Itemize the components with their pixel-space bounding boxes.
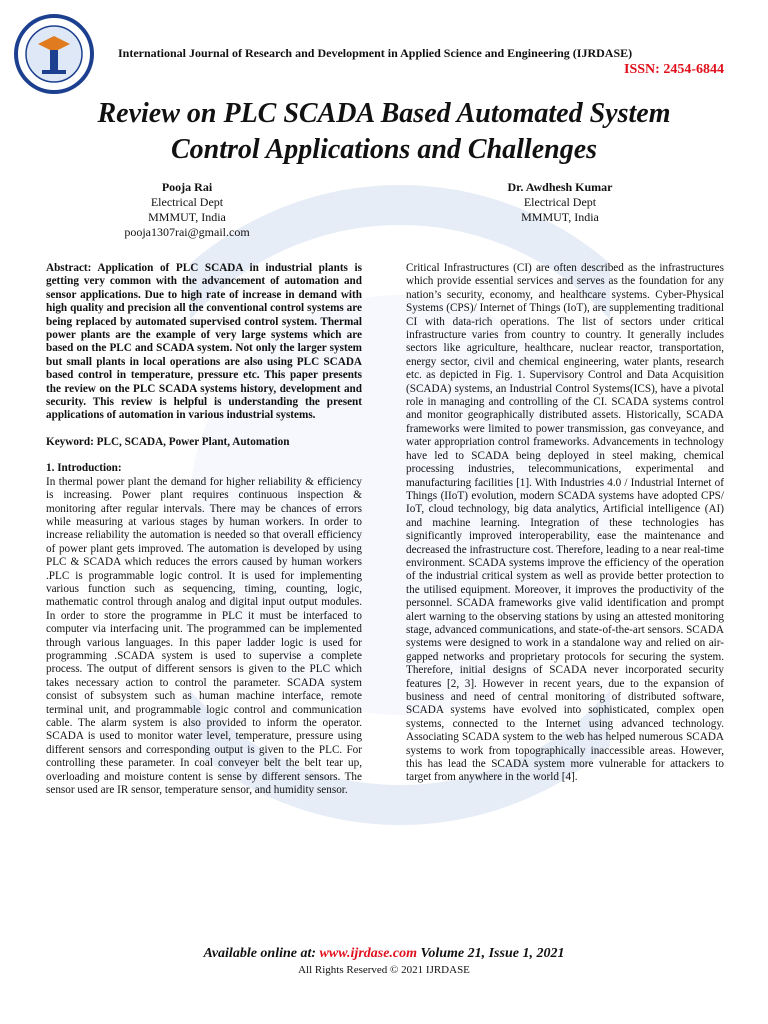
issn: ISSN: 2454-6844 <box>624 62 724 77</box>
footer-available-label: Available online at: <box>203 946 317 961</box>
author-2-org: MMMUT, India <box>521 210 599 224</box>
title-line-2: Control Applications and Challenges <box>170 134 598 165</box>
intro-text: In thermal power plant the demand for higher reliability & efficiency is increasing. Power plant requires continuous inspection & monitoring after regular intervals. There may be chances of errors while measuring at various stages by human workers. In order to increase reliability the automation is needed so that overall efficiency of power plant gets improved. The automation is developed by using PLC & SCADA which reduces the errors caused by human workers .PLC is programmable logic control. It is used for implementing various function such as sequencing, timing, counting, logic, mathematic control through analog and digital input output modules. In order to store the programme in PLC it must be interfaced to computer via interfacing unit. The programmed can be implemented through various languages. In this paper ladder logic is used for programming .SCADA system is used to supervise a complete process. The output of different sensors is given to the PLC which takes necessary action to control the parameter. SCADA system consist of subsystem such as human machine interface, remote terminal unit, and programmable logic control and communication cable. The alarm system is also provided to inform the operator. SCADA is used to monitor water level, temperature, pressure using different sensors and corresponding output is given to the PLC. For controlling these parameter. In coal conveyer belt the belt tear up, overloading and moisture content is sense by different sensors. The sensor used are IR sensor, temperature sensor, and humidity sensor. <box>46 475 362 797</box>
title-line-1: Review on PLC SCADA Based Automated System <box>97 98 671 129</box>
author-1-name: Pooja Rai <box>161 180 213 194</box>
abstract: Abstract: Application of PLC SCADA in industrial plants is getting very common with the advancement of automation and sensor applications. Due to high rate of increase in demand with high quality and precision all the conventional control systems are being replaced by automated supervised control system. Thermal power plants are the example of very large systems which are based on the PLC and SCADA system. Not only the larger system but small plants in local operations are also using PLC SCADA based control in temperature, pressure etc. This paper presents the review on the PLC SCADA systems history, development and security. This review is helpful is understanding the present applications of automation in various industrial systems. <box>46 262 362 422</box>
journal-logo-icon <box>14 14 94 94</box>
author-2-dept: Electrical Dept <box>523 195 597 209</box>
paper-title <box>40 96 728 168</box>
author-2-name: Dr. Awdhesh Kumar <box>507 180 613 194</box>
footer-rights: All Rights Reserved © 2021 IJRDASE <box>298 964 470 976</box>
intro-heading: 1. Introduction: <box>46 462 122 475</box>
left-column <box>46 262 362 797</box>
keywords: Keyword: PLC, SCADA, Power Plant, Automation <box>46 435 290 448</box>
footer-url-link[interactable]: www.ijrdase.com <box>319 946 418 961</box>
journal-name: International Journal of Research and Development in Applied Science and Engineering (IJRDASE) <box>118 46 633 60</box>
author-1-dept: Electrical Dept <box>150 195 224 209</box>
right-column-text: Critical Infrastructures (CI) are often described as the infrastructures which provide essential services and serves as the foundation for any nation’s security, economy, and healthcare systems. Cyber-Physical Systems (CPS)/ Internet of Things (IoT), are supplementing traditional CI with data-rich operations. The list of sectors under critical infrastructure varies from country to country. It generally includes sectors like agriculture, healthcare, nuclear reactor, transportation, energy sector, civil and chemical engineering, water plants, research etc. as depicted in Fig. 1. Supervisory Control and Data Acquisition (SCADA) systems, an Industrial Control Systems(ICS), have a pivotal role in managing and controlling of the CI. SCADA systems control and monitor geographically distributed assets. Historically, SCADA frameworks were limited to power transmission, gas conveyance, and water appropriation control frameworks. Advancements in technology have led to SCADA being deployed in steel making, chemical processing industries, telecommunications, experimental and manufacturing facilities [1]. With Industries 4.0 / Industrial Internet of Things (IIoT) evolution, modern SCADA systems have adopted CPS/ IoT, cloud technology, big data analytics, Artificial intelligence (AI) and machine learning. Integration of these technologies has significantly improved interoperability, ease the maintenance and decreased the infrastructure cost. Therefore, leading to a near real-time environment. SCADA systems improve the efficiency of the operation of the industrial critical system as well as provide better protection to the utilised equipment. Moreover, it improves the productivity of the personnel. SCADA frameworks give valid identification and prompt alert warning to the observing stations by using an attested monitoring stage, advanced communications, and state-of-the-art sensors. SCADA systems were designed to work in a standalone way and relied on air-gapped networks and proprietary protocols for securing the system. Therefore, initial designs of SCADA never incorporated security features [2, 3]. However in recent years, due to the expansion of business and need of central monitoring of distributed software, SCADA systems have evolved into sophisticated, complex open systems, connected to the Internet using advanced technology. Associating SCADA system to the web has helped numerous SCADA systems to work from topographically inaccessible areas. However, this has lead the SCADA system more vulnerable for attackers to target from anywhere in the world [4]. <box>406 262 724 784</box>
author-2 <box>470 180 650 225</box>
footer <box>0 946 768 962</box>
footer-volume: Volume 21, Issue 1, 2021 <box>420 946 565 961</box>
author-1-org: MMMUT, India <box>148 210 226 224</box>
author-1 <box>112 180 262 240</box>
right-column <box>406 262 724 785</box>
author-1-email[interactable]: pooja1307rai@gmail.com <box>124 225 250 239</box>
